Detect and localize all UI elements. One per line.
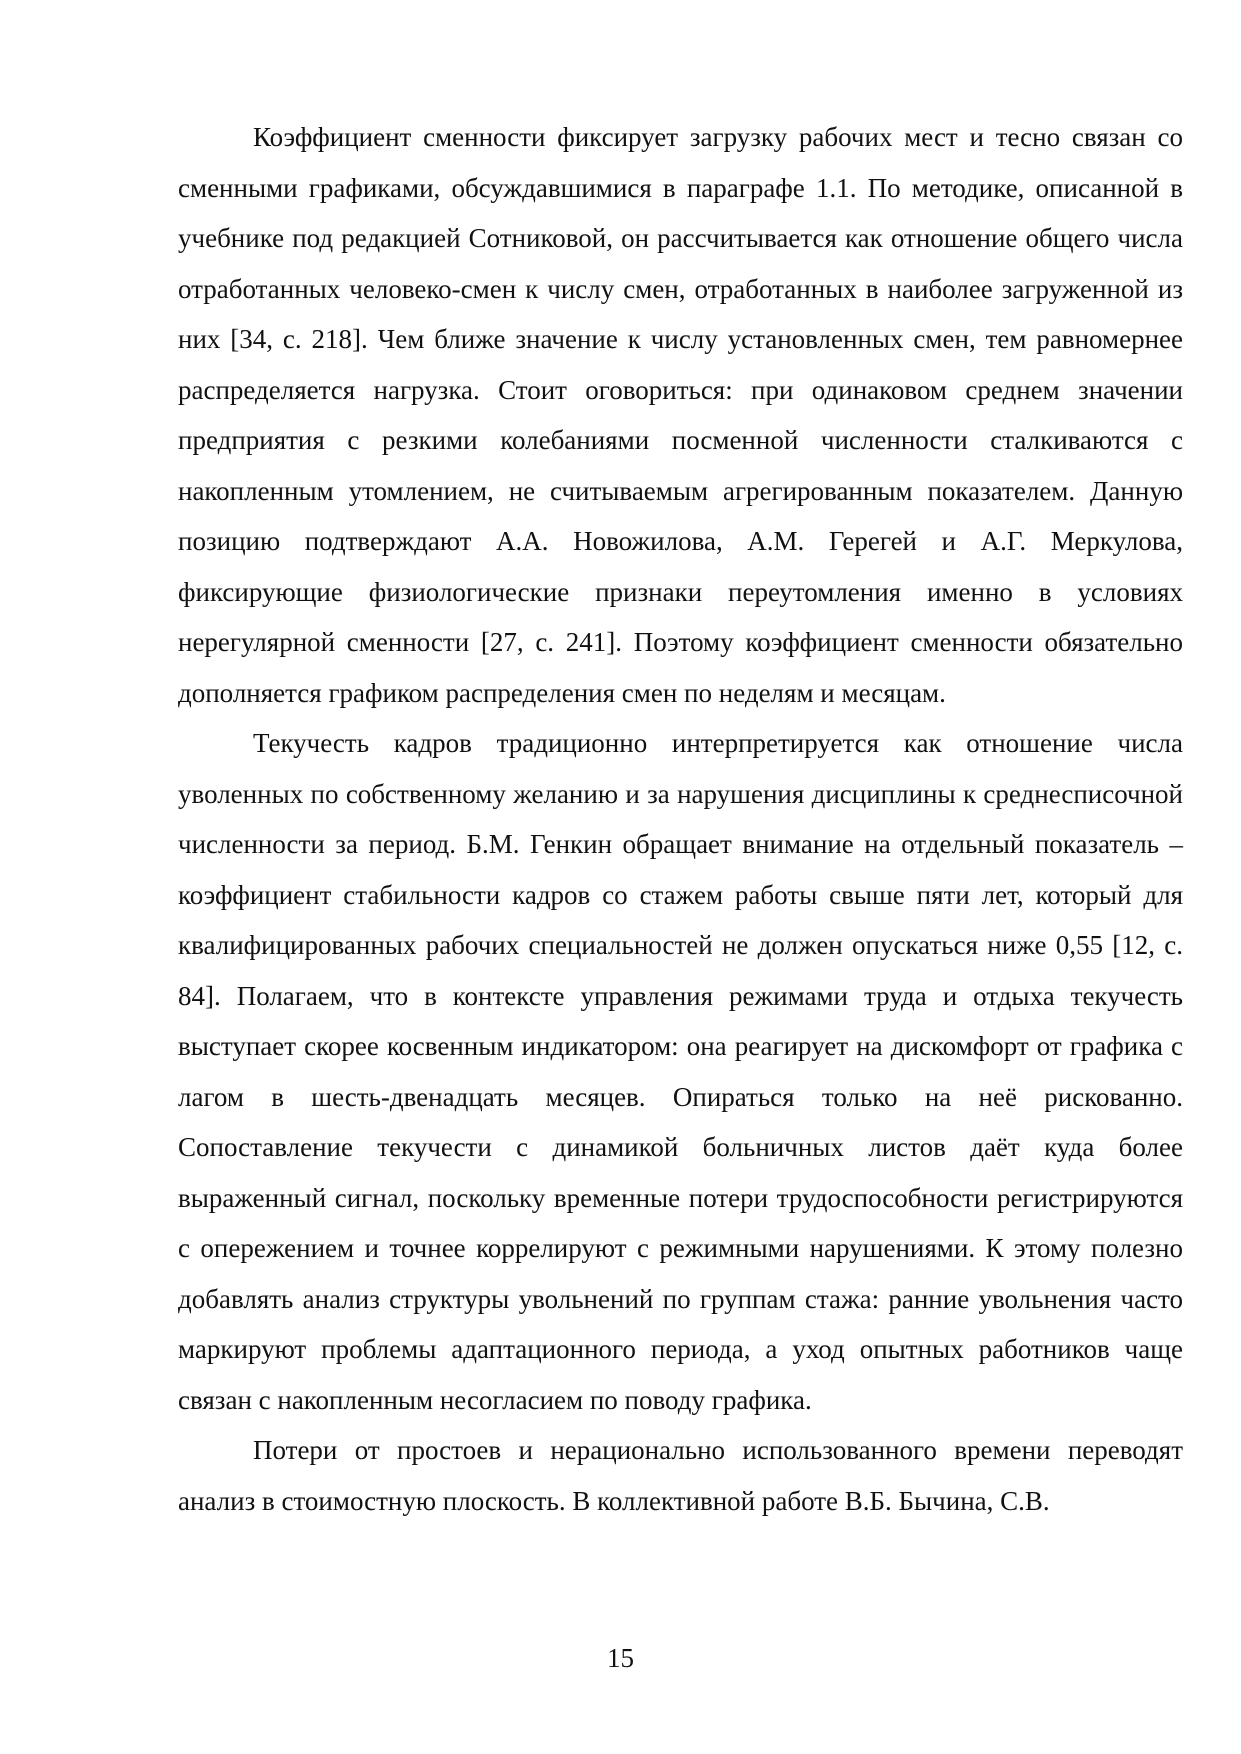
page-number: 15 bbox=[607, 1643, 634, 1673]
paragraph-downtime-losses: Потери от простоев и нерационально использованного времени переводят анализ в стоимостную плоскость. В коллективной работе В.Б. Бычина, С.В. bbox=[178, 1435, 1183, 1516]
paragraph-staff-turnover: Текучесть кадров традиционно интерпретируется как отношение числа уволенных по собственному желанию и за нарушения дисциплины к среднесписочной численности за период. Б.М. Генкин обращает внимание на отдельный показатель – коэффициент стабильности кадров со стажем работы свыше пяти лет, который для квалифицированных рабочих специальностей не должен опускаться ниже 0,55 [12, с. 84]. Полагаем, что в контексте управления режимами труда и отдыха текучесть выступает скорее косвенным индикатором: она реагирует на дискомфорт от графика с лагом в шесть-двенадцать месяцев. Опираться только на неё рискованно. Сопоставление текучести с динамикой больничных листов даёт куда более выраженный сигнал, поскольку временные потери трудоспособности регистрируются с опережением и точнее коррелируют с режимными нарушениями. К этому полезно добавлять анализ структуры увольнений по группам стажа: ранние увольнения часто маркируют проблемы адаптационного периода, а уход опытных работников чаще связан с накопленным несогласием по поводу графика. bbox=[178, 728, 1183, 1415]
paragraph-shift-coefficient: Коэффициент сменности фиксирует загрузку рабочих мест и тесно связан со сменными графиками, обсуждавшимися в параграфе 1.1. По методике, описанной в учебнике под редакцией Сотниковой, он рассчитывается как отношение общего числа отработанных человеко-смен к числу смен, отработанных в наиболее загруженной из них [34, с. 218]. Чем ближе значение к числу установленных смен, тем равномернее распределяется нагрузка. Стоит оговориться: при одинаковом среднем значении предприятия с резкими колебаниями посменной численности сталкиваются с накопленным утомлением, не считываемым агрегированным показателем. Данную позицию подтверждают А.А. Новожилова, А.М. Герегей и А.Г. Меркулова, фиксирующие физиологические признаки переутомления именно в условиях нерегулярной сменности [27, с. 241]. Поэтому коэффициент сменности обязательно дополняется графиком распределения смен по неделям и месяцам. bbox=[178, 122, 1183, 708]
document-body bbox=[178, 112, 1183, 1526]
